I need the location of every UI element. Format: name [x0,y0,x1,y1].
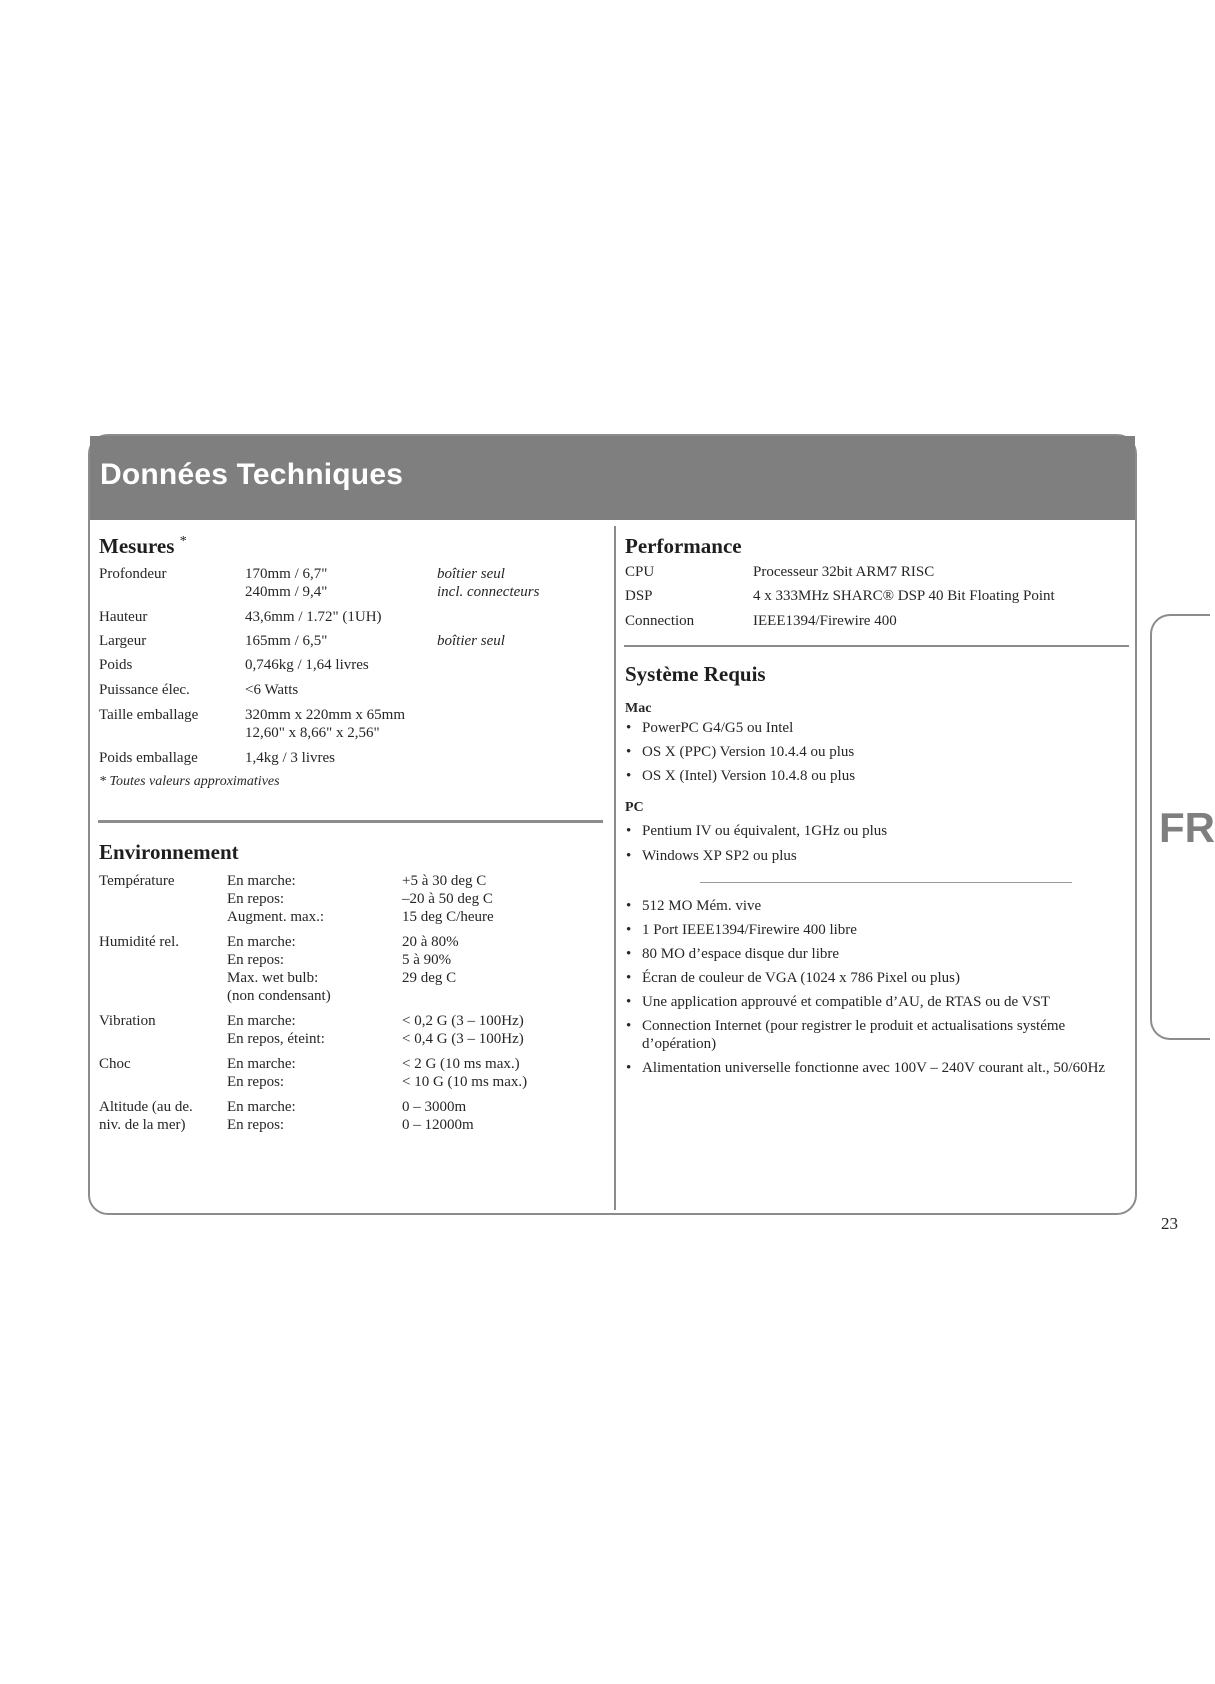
page-number: 23 [1161,1214,1178,1233]
env-value: –20 à 50 deg C [402,891,493,907]
mesures-value: 0,746kg / 1,64 livres [245,657,369,673]
list-item: • 1 Port IEEE1394/Firewire 400 libre [625,921,1130,939]
mesures-label: Largeur [99,633,147,649]
performance-label: CPU [625,564,655,580]
env-value: +5 à 30 deg C [402,873,487,889]
mesures-label: Profondeur [99,566,167,582]
env-value: 20 à 80% [402,934,459,950]
env-condition: Augment. max.: [227,909,325,925]
list-item: • Connection Internet (pour registrer le produit et actualisations systéme d’opération) [625,1017,1130,1053]
performance-heading: Performance [625,534,742,558]
mesures-value: 165mm / 6,5" [245,633,328,649]
env-value: < 10 G (10 ms max.) [402,1074,528,1090]
page-title: Données Techniques [100,458,404,491]
env-condition: En repos, éteint: [227,1031,325,1047]
mesures-label: Taille emballage [99,707,199,723]
env-label: Température [99,873,175,889]
section-divider-right [624,645,1129,647]
list-item: • OS X (Intel) Version 10.4.8 ou plus [625,767,1125,785]
pc-label: PC [625,800,644,815]
mesures-label: Poids emballage [99,750,198,766]
mac-requirements-list [625,719,1125,785]
env-condition: En marche: [227,1013,296,1029]
mesures-title-marker: * [179,534,187,549]
env-condition: En repos: [227,1074,285,1090]
mac-label: Mac [625,701,652,716]
mesures-footnote: * Toutes valeurs approximatives [99,774,280,789]
env-label: Altitude (au de. [99,1099,193,1115]
list-item: • OS X (PPC) Version 10.4.4 ou plus [625,743,1125,761]
list-item: • Pentium IV ou équivalent, 1GHz ou plus [625,822,1125,840]
mesures-value: 320mm x 220mm x 65mm [245,707,406,723]
performance-value: 4 x 333MHz SHARC® DSP 40 Bit Floating Point [753,588,1055,604]
common-requirements-list [625,897,1130,1077]
performance-value: Processeur 32bit ARM7 RISC [753,564,935,580]
mesures-value: 12,60" x 8,66" x 2,56" [245,725,380,741]
list-item: • Écran de couleur de VGA (1024 x 786 Pixel ou plus) [625,969,1130,987]
performance-label: DSP [625,588,653,604]
env-condition: En repos: [227,891,285,907]
env-condition: En marche: [227,873,296,889]
env-condition: En marche: [227,1099,296,1115]
environnement-heading: Environnement [99,840,239,864]
env-value: 5 à 90% [402,952,452,968]
env-condition: En marche: [227,1056,296,1072]
list-item: • 512 MO Mém. vive [625,897,1130,915]
env-label: Humidité rel. [99,934,179,950]
list-item: • 80 MO d’espace disque dur libre [625,945,1130,963]
env-condition: En repos: [227,1117,285,1133]
env-label: Vibration [99,1013,156,1029]
mesures-value: 43,6mm / 1.72" (1UH) [245,609,382,625]
list-item: • Alimentation universelle fonctionne avec 100V – 240V courant alt., 50/60Hz [625,1059,1130,1077]
mesures-value: <6 Watts [245,682,299,698]
env-label: niv. de la mer) [99,1117,186,1133]
performance-label: Connection [625,613,695,629]
section-divider-left [98,820,603,823]
language-tab-label: FR [1159,804,1215,851]
mesures-note: boîtier seul [437,633,505,649]
env-condition: (non condensant) [227,988,331,1004]
mesures-value: 1,4kg / 3 livres [245,750,335,766]
list-item: • PowerPC G4/G5 ou Intel [625,719,1125,737]
performance-value: IEEE1394/Firewire 400 [753,613,897,629]
env-value: 0 – 3000m [402,1099,467,1115]
mesures-value: 240mm / 9,4" [245,584,328,600]
systeme-heading: Système Requis [625,662,766,686]
column-divider [614,526,616,1210]
system-requirements-divider [700,882,1072,883]
mesures-heading [99,534,187,559]
env-value: < 2 G (10 ms max.) [402,1056,520,1072]
list-item: • Une application approuvé et compatible d’AU, de RTAS ou de VST [625,993,1130,1011]
mesures-note: incl. connecteurs [437,584,540,600]
env-condition: En repos: [227,952,285,968]
mesures-label: Poids [99,657,133,673]
mesures-label: Hauteur [99,609,148,625]
env-label: Choc [99,1056,131,1072]
env-value: 15 deg C/heure [402,909,494,925]
mesures-title: Mesures [99,534,175,558]
mesures-note: boîtier seul [437,566,505,582]
env-value: < 0,2 G (3 – 100Hz) [402,1013,524,1029]
technical-data-panel [88,434,1137,1215]
mesures-label: Puissance élec. [99,682,190,698]
env-value: 0 – 12000m [402,1117,474,1133]
env-condition: En marche: [227,934,296,950]
panel-header [90,436,1135,520]
env-value: < 0,4 G (3 – 100Hz) [402,1031,524,1047]
env-value: 29 deg C [402,970,457,986]
pc-requirements-list [625,822,1125,865]
list-item: • Windows XP SP2 ou plus [625,847,1125,865]
env-condition: Max. wet bulb: [227,970,319,986]
mesures-value: 170mm / 6,7" [245,566,328,582]
